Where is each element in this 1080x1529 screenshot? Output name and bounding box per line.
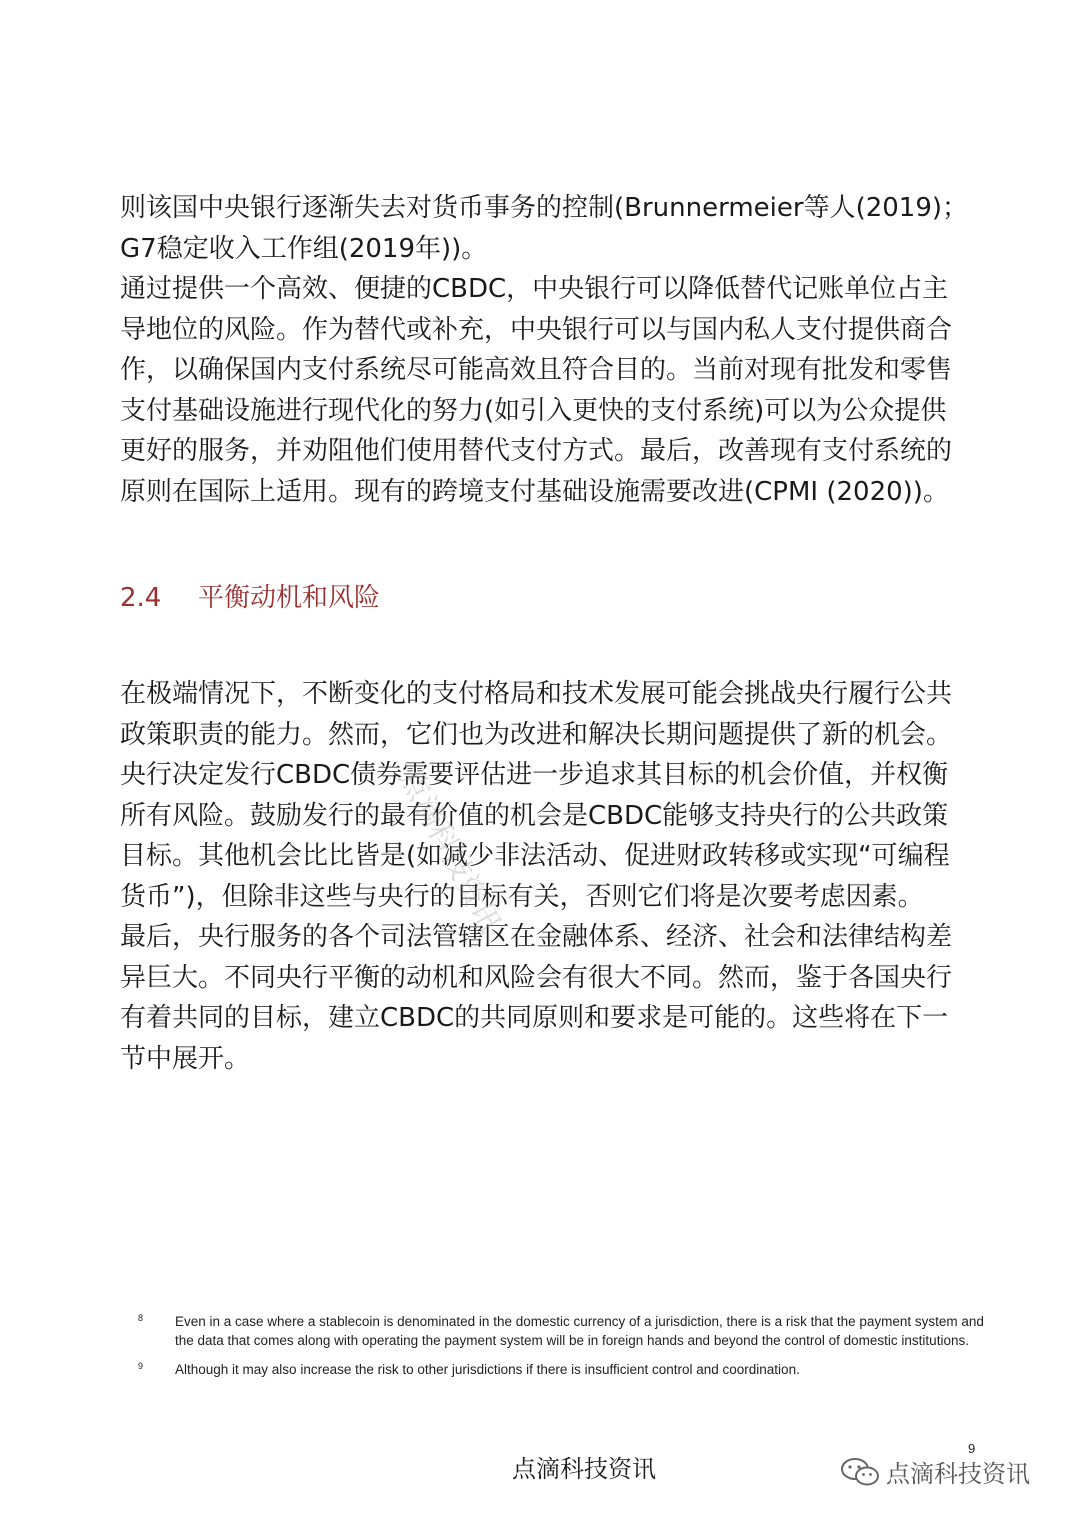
- footnote-mark: 8: [138, 1313, 144, 1323]
- footnote: [138, 1312, 988, 1350]
- footnotes: [138, 1312, 988, 1389]
- footnote: [138, 1360, 988, 1379]
- corner-watermark-text: 点滴科技资讯: [886, 1460, 1030, 1488]
- section-heading: [120, 578, 380, 618]
- section-number: 2.4: [120, 583, 162, 613]
- corner-watermark: [840, 1454, 1030, 1489]
- section-title: 平衡动机和风险: [198, 583, 381, 613]
- body-text-section: [120, 674, 970, 1079]
- paragraph: 通过提供一个高效、便捷的CBDC，中央银行可以降低替代记账单位占主导地位的风险。作为替代或补充，中央银行可以与国内私人支付提供商合作，以确保国内支付系统尽可能高效且符合目的。当前对现有批发和零售支付基础设施进行现代化的努力(如引入更快的支付系统)可以为公众提供更好的服务，并劝阻他们使用替代支付方式。最后，改善现有支付系统的原则在国际上适用。现有的跨境支付基础设施需要改进(CPMI (2020))。: [120, 274, 953, 507]
- footer-source: 点滴科技资讯: [512, 1455, 656, 1483]
- paragraph: 在极端情况下，不断变化的支付格局和技术发展可能会挑战央行履行公共政策职责的能力。然而，它们也为改进和解决长期问题提供了新的机会。: [120, 679, 953, 750]
- paragraph: 最后，央行服务的各个司法管辖区在金融体系、经济、社会和法律结构差异巨大。不同央行平衡的动机和风险会有很大不同。然而，鉴于各国央行有着共同的目标，建立CBDC的共同原则和要求是可能的。这些将在下一节中展开。: [120, 922, 953, 1074]
- paragraph: 则该国中央银行逐渐失去对货币事务的控制(Brunnermeier等人(2019)；G7稳定收入工作组(2019年))。: [120, 193, 969, 264]
- wechat-icon: [840, 1457, 880, 1487]
- footnote-text: Even in a case where a stablecoin is denominated in the domestic currency of a jurisdiction, there is a risk that the payment system and the data that comes along with operating the payment system will be in foreign hands and beyond the control of domestic institutions.: [175, 1314, 984, 1348]
- paragraph: 央行决定发行CBDC债券需要评估进一步追求其目标的机会价值，并权衡所有风险。鼓励发行的最有价值的机会是CBDC能够支持央行的公共政策目标。其他机会比比皆是(如减少非法活动、促进财政转移或实现“可编程货币”)，但除非这些与央行的目标有关，否则它们将是次要考虑因素。: [120, 760, 950, 912]
- footnote-text: Although it may also increase the risk to other jurisdictions if there is insufficient control and coordination.: [175, 1362, 800, 1377]
- body-text-top: [120, 188, 970, 512]
- diagonal-watermark: 点滴科技资讯: [392, 763, 508, 940]
- footnote-mark: 9: [138, 1361, 144, 1371]
- page-number: 9: [968, 1441, 976, 1456]
